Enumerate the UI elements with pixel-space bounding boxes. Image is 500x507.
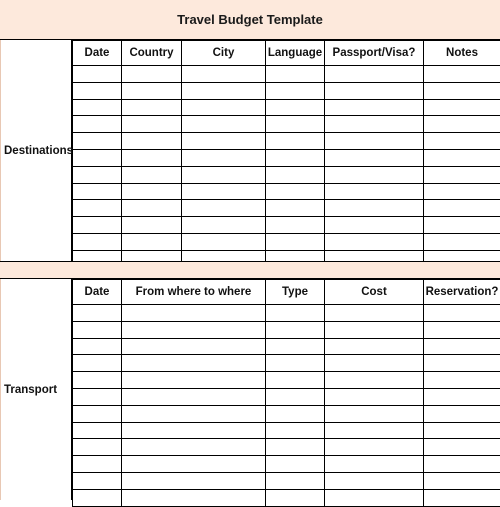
table-cell[interactable]: [73, 489, 122, 506]
table-cell[interactable]: [122, 372, 266, 389]
table-cell[interactable]: [182, 133, 266, 150]
table-cell[interactable]: [325, 116, 424, 133]
table-cell[interactable]: [424, 133, 500, 150]
table-row: [73, 338, 500, 355]
col-header-reservation: Reservation?: [424, 280, 500, 305]
table-cell[interactable]: [266, 99, 325, 116]
section-label-transport: [0, 279, 72, 500]
table-cell[interactable]: [122, 472, 266, 489]
table-cell[interactable]: [424, 355, 500, 372]
table-row: [73, 456, 500, 473]
table-cell[interactable]: [266, 456, 325, 473]
table-cell[interactable]: [266, 166, 325, 183]
table-cell[interactable]: [424, 405, 500, 422]
table-cell[interactable]: [325, 422, 424, 439]
table-row: [73, 200, 500, 217]
table-row: [73, 372, 500, 389]
table-row: [73, 355, 500, 372]
table-cell[interactable]: [266, 66, 325, 83]
table-cell[interactable]: [325, 372, 424, 389]
col-header-date: Date: [73, 280, 122, 305]
table-cell[interactable]: [325, 489, 424, 506]
table-cell[interactable]: [424, 472, 500, 489]
table-cell[interactable]: [73, 405, 122, 422]
transport-label: Transport: [4, 384, 57, 396]
table-cell[interactable]: [325, 133, 424, 150]
table-cell[interactable]: [122, 321, 266, 338]
transport-table: [72, 279, 500, 507]
table-cell[interactable]: [122, 388, 266, 405]
table-cell[interactable]: [122, 217, 182, 234]
table-cell[interactable]: [325, 149, 424, 166]
table-cell[interactable]: [182, 66, 266, 83]
table-cell[interactable]: [122, 405, 266, 422]
table-cell[interactable]: [325, 82, 424, 99]
table-cell[interactable]: [325, 305, 424, 322]
table-cell[interactable]: [182, 217, 266, 234]
table-cell[interactable]: [122, 149, 182, 166]
table-row: [73, 149, 500, 166]
col-header-from-to: From where to where: [122, 280, 266, 305]
table-cell[interactable]: [266, 217, 325, 234]
table-cell[interactable]: [122, 99, 182, 116]
table-cell[interactable]: [424, 372, 500, 389]
table-cell[interactable]: [266, 405, 325, 422]
table-cell[interactable]: [266, 200, 325, 217]
table-cell[interactable]: [73, 422, 122, 439]
table-row: [73, 422, 500, 439]
table-row: [73, 166, 500, 183]
table-cell[interactable]: [266, 489, 325, 506]
table-row: [73, 66, 500, 83]
table-cell[interactable]: [73, 456, 122, 473]
col-header-notes: Notes: [424, 41, 500, 66]
table-cell[interactable]: [266, 422, 325, 439]
table-cell[interactable]: [73, 233, 122, 250]
page-title: Travel Budget Template: [0, 0, 500, 40]
destinations-table: [72, 40, 500, 268]
table-cell[interactable]: [424, 233, 500, 250]
table-cell[interactable]: [73, 355, 122, 372]
table-cell[interactable]: [424, 200, 500, 217]
col-header-type: Type: [266, 280, 325, 305]
table-cell[interactable]: [122, 200, 182, 217]
table-cell[interactable]: [73, 82, 122, 99]
table-cell[interactable]: [266, 183, 325, 200]
table-cell[interactable]: [122, 116, 182, 133]
table-row: [73, 305, 500, 322]
section-divider: [0, 261, 500, 279]
table-cell[interactable]: [325, 338, 424, 355]
table-cell[interactable]: [424, 489, 500, 506]
table-cell[interactable]: [424, 149, 500, 166]
table-cell[interactable]: [325, 217, 424, 234]
table-row: [73, 82, 500, 99]
table-cell[interactable]: [266, 439, 325, 456]
table-cell[interactable]: [424, 217, 500, 234]
table-cell[interactable]: [325, 472, 424, 489]
col-header-country: Country: [122, 41, 182, 66]
table-cell[interactable]: [122, 422, 266, 439]
table-cell[interactable]: [182, 99, 266, 116]
table-cell[interactable]: [73, 321, 122, 338]
table-cell[interactable]: [73, 439, 122, 456]
table-cell[interactable]: [266, 305, 325, 322]
table-row: [73, 233, 500, 250]
table-cell[interactable]: [122, 338, 266, 355]
table-cell[interactable]: [325, 183, 424, 200]
table-cell[interactable]: [182, 200, 266, 217]
table-cell[interactable]: [266, 338, 325, 355]
table-cell[interactable]: [266, 372, 325, 389]
table-cell[interactable]: [182, 116, 266, 133]
table-cell[interactable]: [424, 321, 500, 338]
table-cell[interactable]: [73, 217, 122, 234]
table-cell[interactable]: [424, 338, 500, 355]
col-header-date: Date: [73, 41, 122, 66]
table-cell[interactable]: [73, 200, 122, 217]
table-cell[interactable]: [424, 166, 500, 183]
table-cell[interactable]: [424, 439, 500, 456]
table-cell[interactable]: [424, 388, 500, 405]
table-row: [73, 489, 500, 506]
table-cell[interactable]: [266, 321, 325, 338]
table-row: [73, 217, 500, 234]
table-row: [73, 472, 500, 489]
table-cell[interactable]: [424, 422, 500, 439]
table-row: [73, 321, 500, 338]
table-cell[interactable]: [182, 149, 266, 166]
table-cell[interactable]: [325, 321, 424, 338]
table-cell[interactable]: [73, 305, 122, 322]
table-cell[interactable]: [325, 200, 424, 217]
table-cell[interactable]: [73, 99, 122, 116]
table-cell[interactable]: [182, 166, 266, 183]
table-cell[interactable]: [122, 456, 266, 473]
table-cell[interactable]: [424, 183, 500, 200]
col-header-city: City: [182, 41, 266, 66]
table-cell[interactable]: [73, 66, 122, 83]
table-cell[interactable]: [182, 183, 266, 200]
table-row: [73, 133, 500, 150]
table-cell[interactable]: [424, 66, 500, 83]
table-cell[interactable]: [266, 388, 325, 405]
table-cell[interactable]: [73, 372, 122, 389]
table-cell[interactable]: [266, 149, 325, 166]
table-cell[interactable]: [73, 166, 122, 183]
table-cell[interactable]: [73, 149, 122, 166]
table-cell[interactable]: [424, 82, 500, 99]
destinations-header-row: [73, 41, 500, 66]
table-cell[interactable]: [325, 439, 424, 456]
table-cell[interactable]: [325, 99, 424, 116]
destinations-label: Destinations: [4, 145, 73, 157]
table-cell[interactable]: [122, 133, 182, 150]
table-cell[interactable]: [266, 472, 325, 489]
table-cell[interactable]: [266, 133, 325, 150]
table-cell[interactable]: [325, 233, 424, 250]
table-cell[interactable]: [325, 388, 424, 405]
transport-header-row: [73, 280, 500, 305]
table-cell[interactable]: [266, 82, 325, 99]
table-row: [73, 183, 500, 200]
table-cell[interactable]: [182, 233, 266, 250]
table-cell[interactable]: [424, 456, 500, 473]
table-cell[interactable]: [122, 233, 182, 250]
col-header-passport-visa: Passport/Visa?: [325, 41, 424, 66]
table-row: [73, 405, 500, 422]
table-cell[interactable]: [122, 183, 182, 200]
table-cell[interactable]: [424, 99, 500, 116]
table-cell[interactable]: [122, 66, 182, 83]
table-row: [73, 116, 500, 133]
table-cell[interactable]: [182, 82, 266, 99]
table-cell[interactable]: [122, 439, 266, 456]
table-cell[interactable]: [122, 166, 182, 183]
col-header-language: Language: [266, 41, 325, 66]
table-cell[interactable]: [73, 338, 122, 355]
table-cell[interactable]: [73, 388, 122, 405]
table-cell[interactable]: [424, 116, 500, 133]
table-cell[interactable]: [122, 489, 266, 506]
table-row: [73, 99, 500, 116]
table-cell[interactable]: [122, 305, 266, 322]
table-cell[interactable]: [325, 166, 424, 183]
table-cell[interactable]: [266, 355, 325, 372]
table-cell[interactable]: [73, 133, 122, 150]
table-cell[interactable]: [122, 355, 266, 372]
table-cell[interactable]: [73, 116, 122, 133]
section-label-destinations: [0, 40, 72, 261]
col-header-cost: Cost: [325, 280, 424, 305]
table-cell[interactable]: [325, 355, 424, 372]
table-row: [73, 439, 500, 456]
table-cell[interactable]: [122, 82, 182, 99]
table-cell[interactable]: [73, 472, 122, 489]
table-row: [73, 388, 500, 405]
table-cell[interactable]: [266, 116, 325, 133]
table-cell[interactable]: [266, 233, 325, 250]
table-cell[interactable]: [73, 183, 122, 200]
table-cell[interactable]: [424, 305, 500, 322]
table-cell[interactable]: [325, 66, 424, 83]
table-cell[interactable]: [325, 456, 424, 473]
table-cell[interactable]: [325, 405, 424, 422]
